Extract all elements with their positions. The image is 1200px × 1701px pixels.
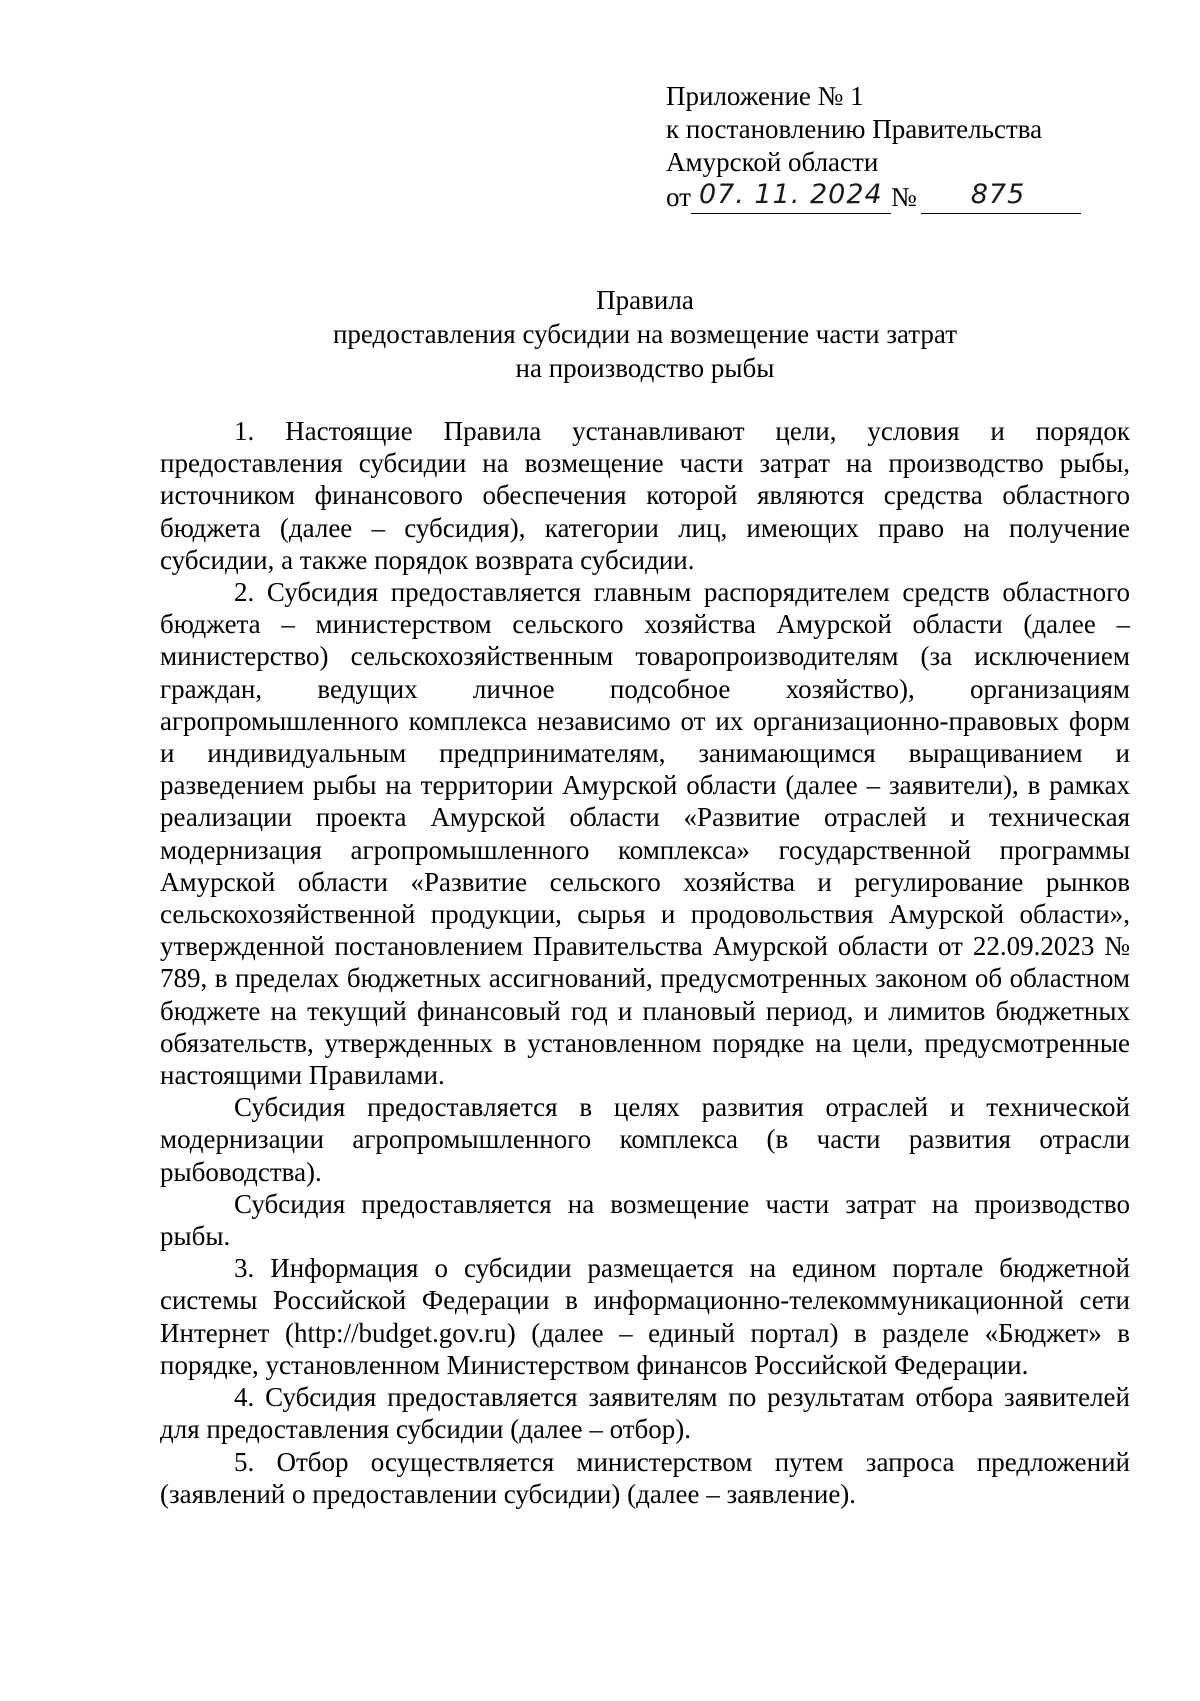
document-body bbox=[160, 415, 1130, 1510]
paragraph-5: 5. Отбор осуществляется министерством путем запроса предложений (заявлений о предоставлении субсидии) (далее – заявление). bbox=[160, 1446, 1130, 1509]
paragraph-3: 3. Информация о субсидии размещается на едином портале бюджетной системы Российской Федерации в информационно-телекоммуникационной сети Интернет (http://budget.gov.ru) (далее – единый портал) в разделе «Бюджет» в порядке, установленном Министерством финансов Российской Федерации. bbox=[160, 1253, 1130, 1380]
paragraph-2-goal: Субсидия предоставляется в целях развития отраслей и технической модернизации агропромышленного комплекса (в части развития отрасли рыбоводства). bbox=[160, 1092, 1130, 1187]
appendix-header bbox=[666, 80, 1096, 214]
appendix-ref: к постановлению Правительства bbox=[666, 114, 1043, 144]
date-prefix: от bbox=[666, 182, 691, 212]
handwritten-number: 875 bbox=[970, 179, 1026, 210]
number-field bbox=[921, 179, 1081, 214]
paragraph-2: 2. Субсидия предоставляется главным распорядителем средств областного бюджета – министерством сельского хозяйства Амурской области (далее – министерство) сельскохозяйственным товаропроизводителям (за исключением граждан, ведущих личное подсобное хозяйство), организациям агропромышленного комплекса независимо от их организационно-правовых форм и индивидуальным предпринимателям, занимающимся выращиванием и разведением рыбы на территории Амурской области (далее – заявители), в рамках реализации проекта Амурской области «Развитие отраслей и техническая модернизация агропромышленного комплекса» государственной программы Амурской области «Развитие сельского хозяйства и регулирование рынков сельскохозяйственной продукции, сырья и продовольствия Амурской области», утвержденной постановлением Правительства Амурской области от 22.09.2023 № 789, в пределах бюджетных ассигнований, предусмотренных законом об областном бюджете на текущий финансовый год и плановый период, и лимитов бюджетных обязательств, утвержденных в установленном порядке на цели, предусмотренные настоящими Правилами. bbox=[160, 577, 1130, 1091]
paragraph-1: 1. Настоящие Правила устанавливают цели, условия и порядок предоставления субсидии на возмещение части затрат на производство рыбы, источником финансового обеспечения которой являются средства областного бюджета (далее – субсидия), категории лиц, имеющих право на получение субсидии, а также порядок возврата субсидии. bbox=[160, 416, 1130, 575]
appendix-title: Приложение № 1 bbox=[666, 81, 864, 111]
appendix-region: Амурской области bbox=[666, 147, 879, 177]
handwritten-date: 07. 11. 2024 bbox=[698, 179, 883, 210]
number-prefix: № bbox=[890, 182, 917, 212]
title-line-2: предоставления субсидии на возмещение части затрат bbox=[332, 319, 958, 349]
paragraph-4: 4. Субсидия предоставляется заявителям по результатам отбора заявителей для предоставления субсидии (далее – отбор). bbox=[160, 1382, 1130, 1445]
appendix-date-line bbox=[666, 179, 1096, 214]
document-title bbox=[160, 283, 1130, 385]
title-line-1: Правила bbox=[596, 285, 694, 315]
date-field bbox=[691, 179, 891, 214]
title-line-3: на производство рыбы bbox=[515, 353, 775, 383]
paragraph-2-purpose: Субсидия предоставляется на возмещение части затрат на производство рыбы. bbox=[160, 1188, 1130, 1252]
